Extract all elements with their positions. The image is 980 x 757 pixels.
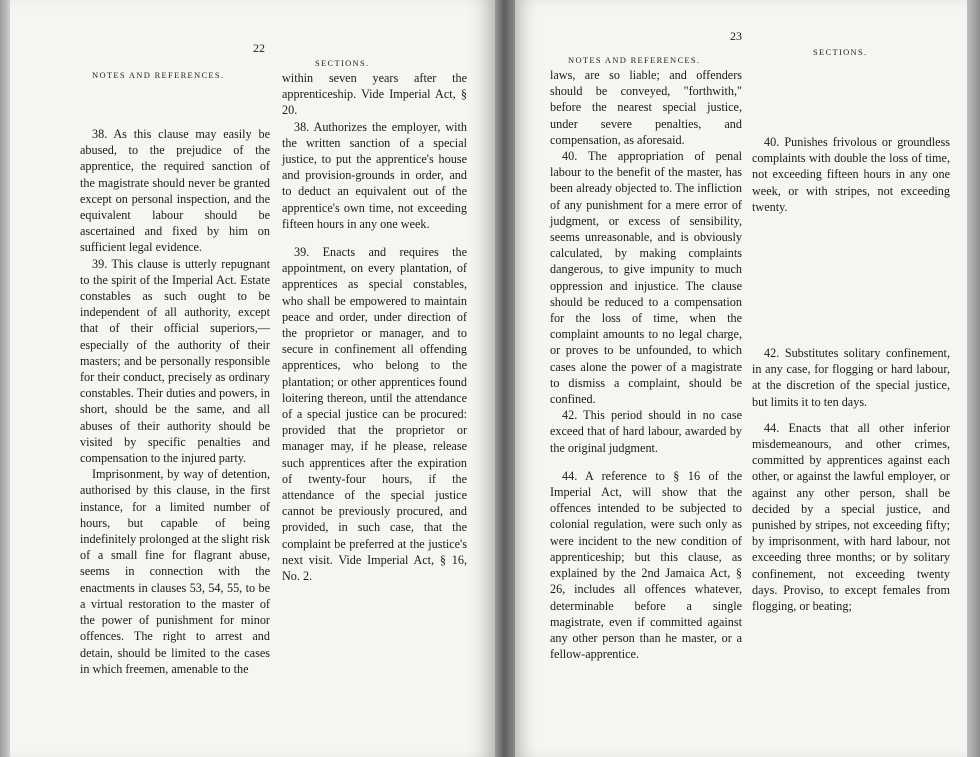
note-paragraph: 44. A reference to § 16 of the Imperial Act, will show that the offences intended to be subjected to colonial regulation, were such only as were incident to the new condition of apprenticeship; but this clause, as explained by the 2nd Jamaica Act, § 26, includes all offences whatever, determinable before a single magistrate, even if committed against any other person than he master, or a fellow-apprentice. [550,468,742,662]
note-paragraph: Imprisonment, by way of detention, authorised by this clause, in the first instance, for a limited number of hours, but capable of being indefinitely prolonged at the slight risk of a small fine for flagrant abuse, seems in connection with the enactments in clauses 53, 54, 55, to be a virtual restoration to the master of the power of punishment for minor offences. The right to arrest and detain, should be limited to the cases in which freemen, amenable to the [80,467,270,676]
section-paragraph: 44. Enacts that all other inferior misdemeanours, and other crimes, committed by apprentices against each other, or against the lawful employer, or against any other person, shall be decided by a special justice, and punished by stripes, not exceeding fifty; by imprisonment, with hard labour, not exceeding three months; or by solitary confinement, not exceeding twenty days. Proviso, to except females from flogging, or beating; [752,420,950,614]
section-paragraph: 40. Punishes frivolous or groundless complaints with double the loss of time, not exceeding fifteen hours in any one week, or with stripes, not exceeding twenty. [752,135,950,214]
notes-header: NOTES AND REFERENCES. [568,55,701,65]
note-paragraph: laws, are so liable; and offenders should be conveyed, "forthwith," before the nearest special justice, under severe penalties, and compensation, as aforesaid. [550,68,742,147]
section-paragraph: 38. Authorizes the employer, with the written sanction of a special justice, to put the apprentice's house and provision-grounds in order, and to deduct an equivalent out of the apprentice's own time, not exceeding fifteen hours in any one week. [282,119,467,231]
notes-header: NOTES AND REFERENCES. [92,70,225,80]
note-paragraph: 38. As this clause may easily be abused, to the prejudice of the apprentice, the required sanction of the magistrate should never be granted except on personal inspection, and the equivalent labour should be ascertained and fixed by him on sufficient legal evidence. [80,127,270,255]
sections-header: SECTIONS. [315,58,370,68]
page-number: 22 [253,41,265,55]
right-page [515,0,967,757]
book-gutter [495,0,515,757]
page-number: 23 [730,29,742,43]
section-paragraph: 39. Enacts and requires the appointment, on every plantation, of apprentices as special constables, who shall be empowered to maintain peace and order, under direction of the proprietor or manager, and to secure in confinement all offending apprentices, who belong to the plantation; or other apprentices found loitering thereon, until the attendance of a special justice can be procured: provided that the proprietor or manager may, if he please, release such apprentices after the expiration of twenty-four hours, if the attendance of the special justice cannot be previously procured, and provided, in such case, that the complaint be preferred at the justice's next visit. Vide Imperial Act, § 16, No. 2. [282,245,467,584]
notes-column [550,67,742,662]
section-paragraph: 42. Substitutes solitary confinement, in any case, for flogging or hard labour, at the discretion of the special justice, but limits it to ten days. [752,346,950,409]
section-paragraph: within seven years after the apprenticeship. Vide Imperial Act, § 20. [282,71,467,118]
sections-header: SECTIONS. [813,47,868,57]
book-edge-left [0,0,10,757]
note-paragraph: 40. The appropriation of penal labour to the benefit of the master, has been already objected to. The infliction of any punishment for a mere error of judgment, or excess of sensibility, seems unreasonable, and is obviously calculated, by making complaints dangerous, to give impunity to much oppression and injustice. The clause should be reduced to a compensation for the loss of time, when the complaint amounts to no legal charge, or proves to be unfounded, to which cases alone the power of a magistrate to dismiss a complaint, should be confined. [550,149,742,407]
book-edge-right [967,0,980,757]
sections-column [752,134,950,614]
notes-column [80,126,270,677]
sections-column [282,70,467,584]
note-paragraph: 42. This period should in no case exceed that of hard labour, awarded by the original judgment. [550,408,742,455]
left-page [10,0,495,757]
note-paragraph: 39. This clause is utterly repugnant to the spirit of the Imperial Act. Estate constables as such ought to be independent of all authority, except that of their official superiors,—especially of the authority of their masters; and be personally responsible for their conduct, precisely as ordinary constables. Their duties and powers, in short, should be the same, and all abuses of their authority should be visited by specific penalties and compensation to the injured party. [80,256,270,466]
